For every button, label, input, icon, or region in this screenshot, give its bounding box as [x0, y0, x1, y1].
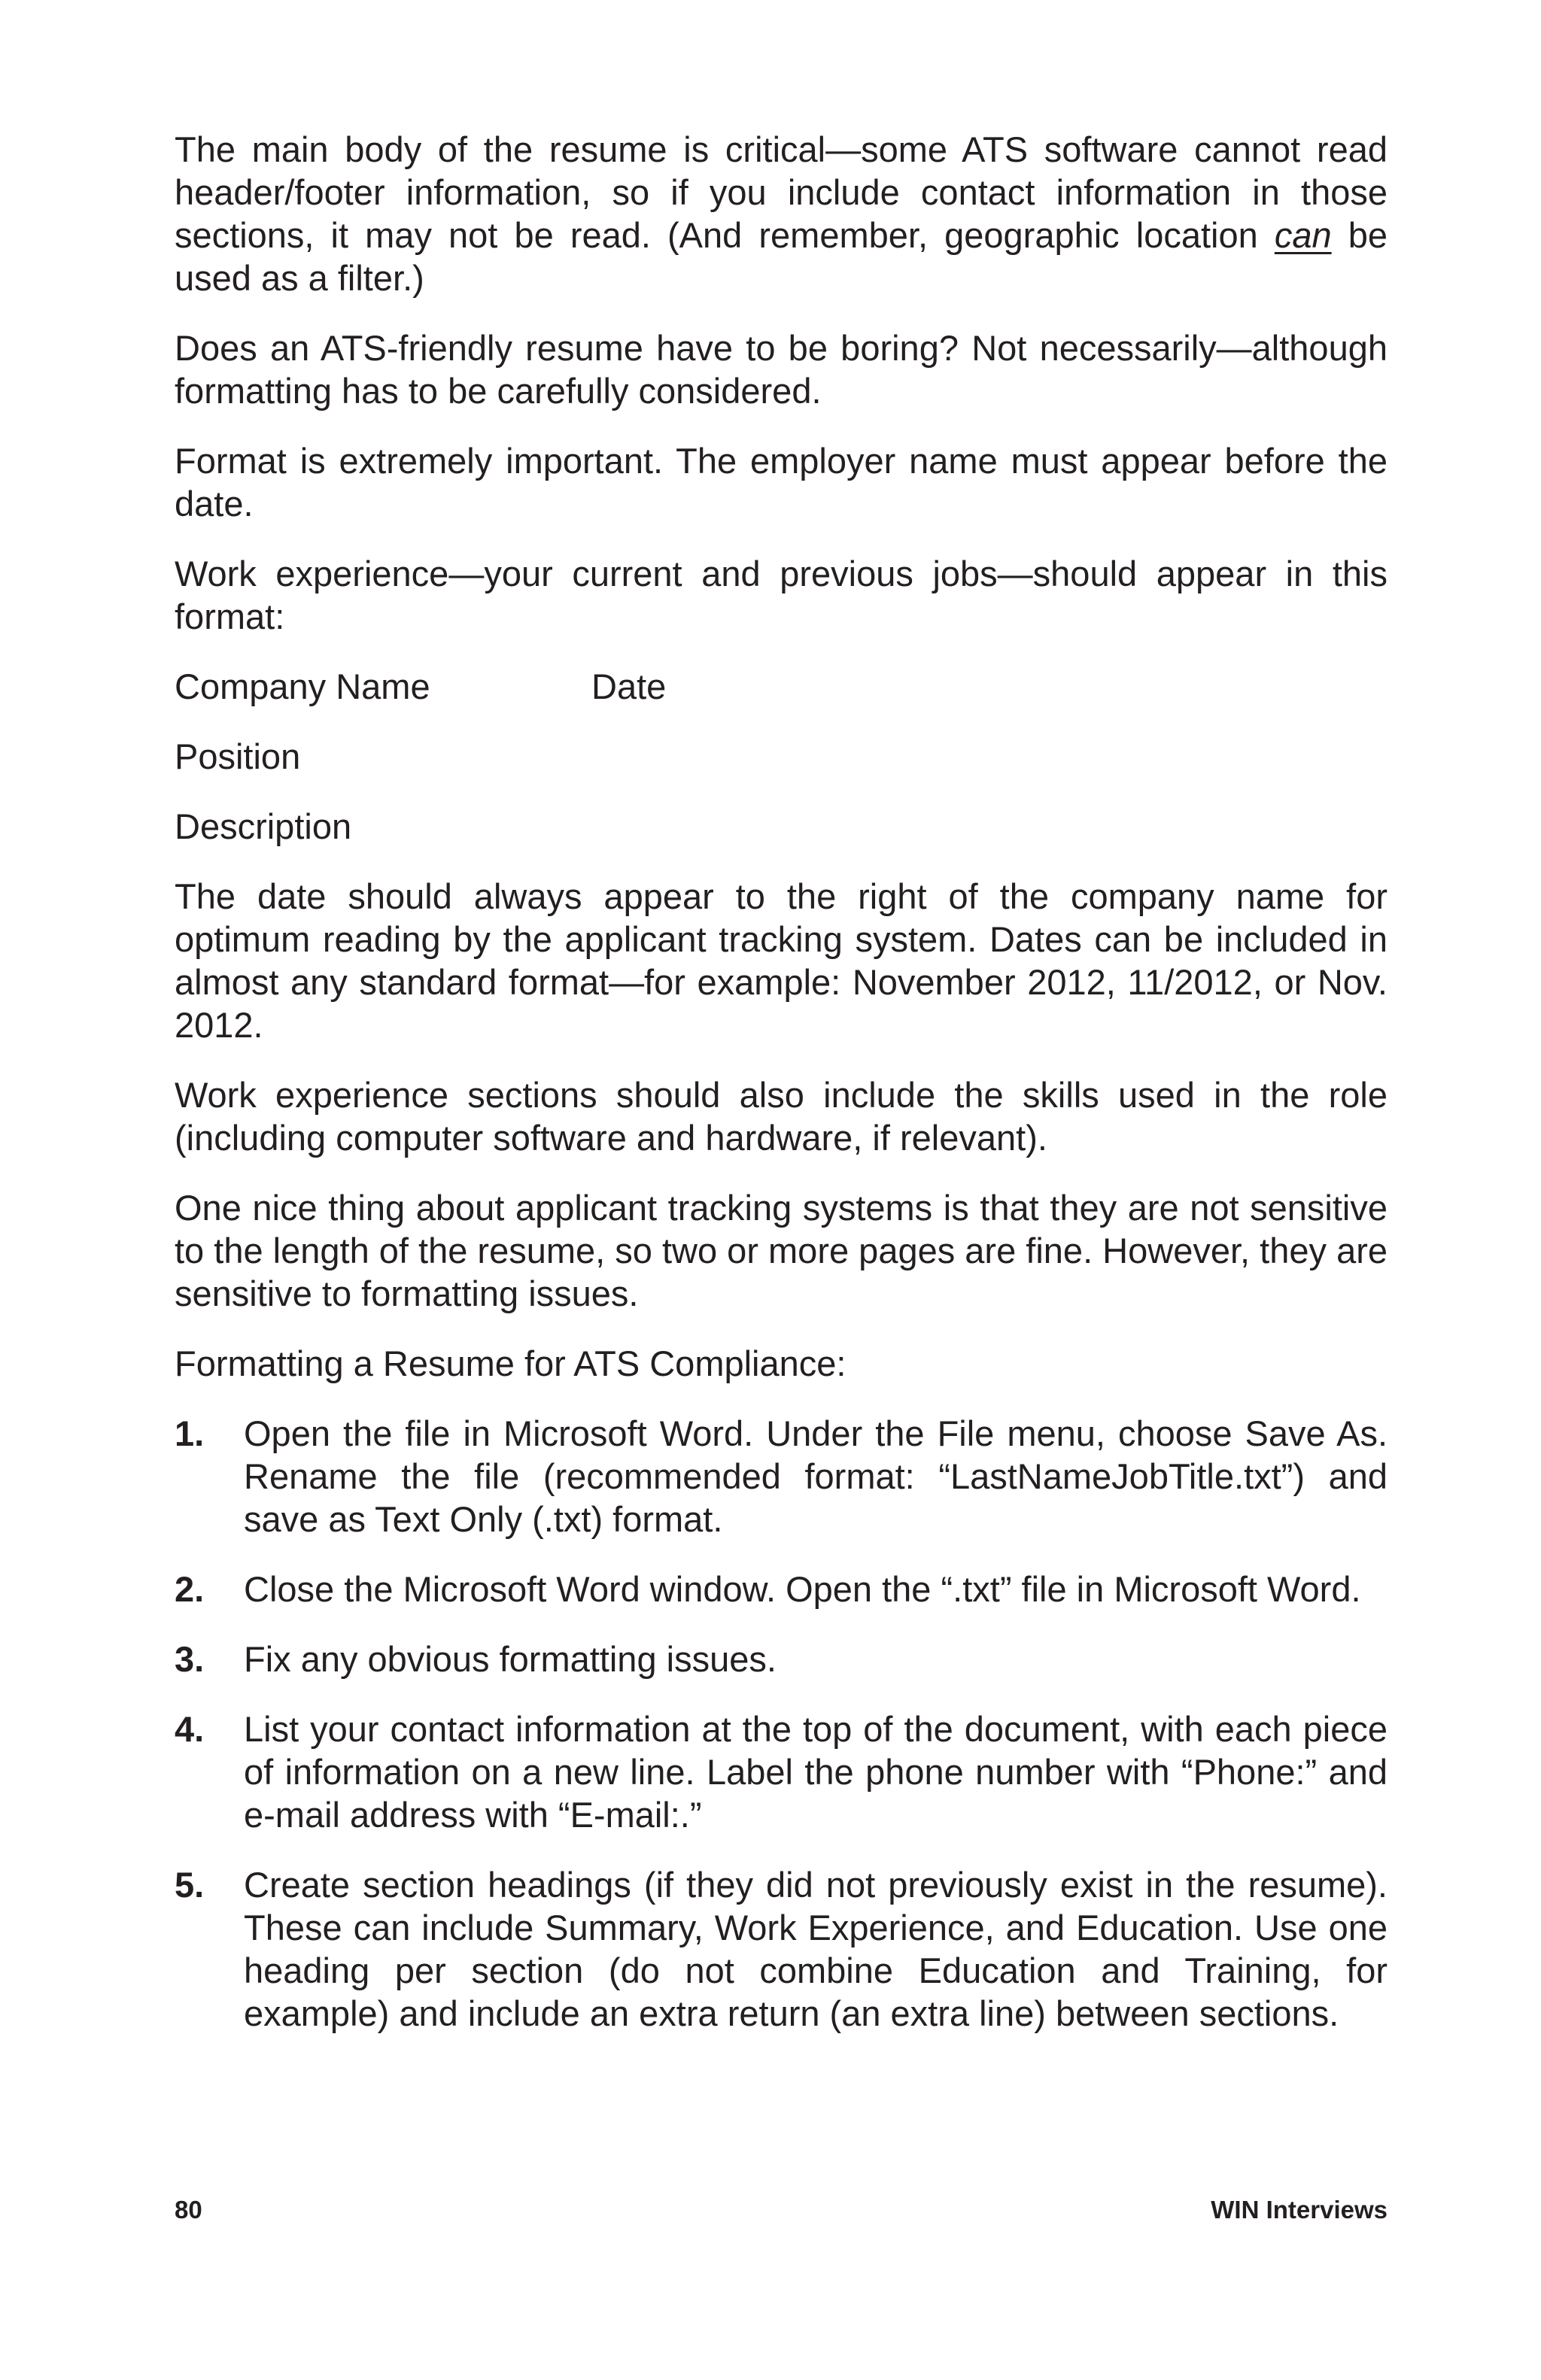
compliance-steps-list — [175, 1412, 1388, 2035]
paragraph-text: be used as a filter.) — [175, 215, 1388, 298]
step-text: Close the Microsoft Word window. Open the “.txt” file in Microsoft Word. — [244, 1569, 1361, 1609]
list-item — [175, 1638, 1388, 1680]
step-number: 4. — [175, 1709, 205, 1749]
list-item — [175, 1708, 1388, 1836]
paragraph-ats-friendly: Does an ATS-friendly resume have to be boring? Not necessarily—although formatting has to be carefully considered. — [175, 328, 1388, 411]
format-date: Date — [591, 666, 667, 706]
list-item — [175, 1568, 1388, 1610]
page-body — [175, 128, 1388, 2062]
page-footer — [175, 2195, 1388, 2225]
paragraph-length-sensitivity: One nice thing about applicant tracking systems is that they are not sensitive to the length of the resume, so two or more pages are fine. However, they are sensitive to formatting issues. — [175, 1188, 1388, 1313]
paragraph-skills: Work experience sections should also include the skills used in the role (including computer software and hardware, if relevant). — [175, 1075, 1388, 1158]
paragraph-ats-compliance-intro: Formatting a Resume for ATS Compliance: — [175, 1343, 846, 1383]
step-text: Create section headings (if they did not previously exist in the resume). These can include Summary, Work Experience, and Education. Use one heading per section (do not combine Education and Training, for example) and include an extra return (an extra line) between sections. — [244, 1865, 1388, 2033]
list-item — [175, 1412, 1388, 1541]
emphasized-word: can — [1274, 215, 1332, 255]
step-number: 5. — [175, 1865, 205, 1905]
step-text: Fix any obvious formatting issues. — [244, 1639, 777, 1679]
step-text: Open the file in Microsoft Word. Under the File menu, choose Save As. Rename the file (recommended format: “LastNameJobTitle.txt”) and save as Text Only (.txt) format. — [244, 1413, 1388, 1539]
step-text: List your contact information at the top of the document, with each piece of information on a new line. Label the phone number with “Phone:” and e-mail address with “E-mail:.” — [244, 1709, 1388, 1835]
paragraph-work-experience-format: Work experience—your current and previous jobs—should appear in this format: — [175, 554, 1388, 636]
format-position: Position — [175, 736, 301, 776]
paragraph-date-placement: The date should always appear to the right of the company name for optimum reading by the applicant tracking system. Dates can be included in almost any standard format—for example: November 2012, 11/2012, or Nov. 2012. — [175, 876, 1388, 1045]
book-title: WIN Interviews — [1211, 2196, 1388, 2224]
step-number: 1. — [175, 1413, 205, 1453]
paragraph-text: The main body of the resume is critical—some ATS software cannot read header/footer information, so if you include contact information in those sections, it may not be read. (And remember, geographic location — [175, 129, 1388, 255]
page-number: 80 — [175, 2196, 202, 2224]
list-item — [175, 1863, 1388, 2035]
format-company-name: Company Name — [175, 666, 430, 706]
paragraph-ats-header-footer — [175, 128, 1388, 299]
step-number: 3. — [175, 1639, 205, 1679]
step-number: 2. — [175, 1569, 205, 1609]
format-description: Description — [175, 806, 352, 846]
paragraph-format-importance: Format is extremely important. The employer name must appear before the date. — [175, 441, 1388, 524]
format-company-date-line — [175, 665, 1388, 708]
